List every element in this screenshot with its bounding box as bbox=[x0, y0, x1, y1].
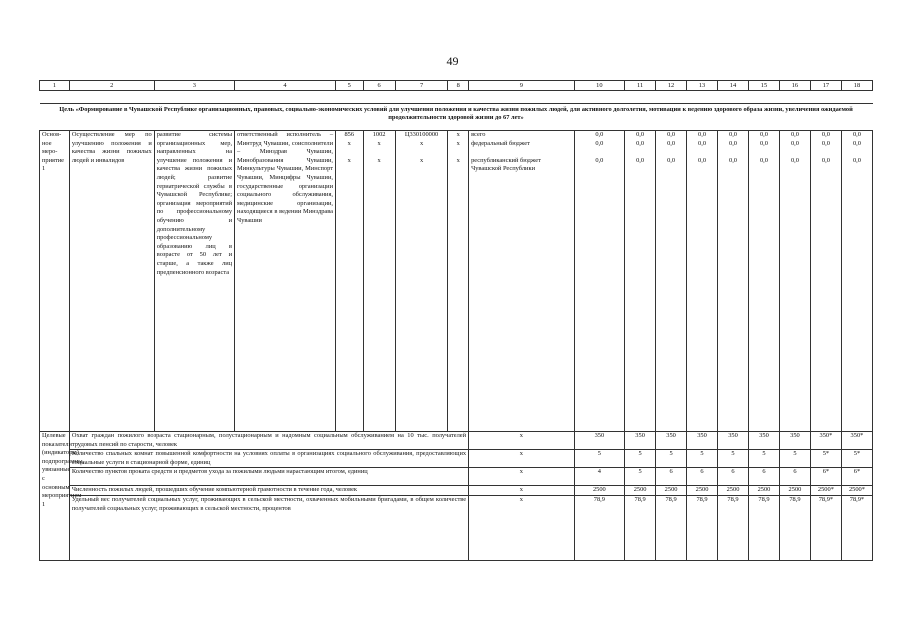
funding-col17: 0,0 0,0 0,0 bbox=[810, 131, 841, 432]
funding-col16: 0,0 0,0 0,0 bbox=[779, 131, 810, 432]
goal-row bbox=[40, 104, 873, 131]
indicator-text: Количество спальных комнат повышенной комфортности на условиях оплаты в организациях социального обслуживания, предоставляющих социальные услуги в стационарной форме, единиц bbox=[69, 450, 468, 468]
event-tasks: развитие системы организационных мер, направленных на улучшение положения и качества жизни пожилых людей; развитие гериатрической службы в Чувашской Республике; организация мероприятий по профессиональному обучению и дополнительному профессиональному образованию лиц в возрасте от 50 лет и старше, а также лиц предпенсионного возраста bbox=[154, 131, 234, 432]
indicator-value: 6 bbox=[718, 468, 749, 486]
column-number: 9 bbox=[469, 81, 575, 91]
indicator-value: 78,9 bbox=[748, 496, 779, 561]
indicator-mark: х bbox=[469, 432, 575, 450]
indicator-value: 5 bbox=[625, 468, 656, 486]
indicator-value: 350 bbox=[687, 432, 718, 450]
indicator-value: 78,9* bbox=[841, 496, 872, 561]
column-number-row bbox=[40, 81, 873, 91]
funding-col18: 0,0 0,0 0,0 bbox=[841, 131, 872, 432]
indicator-value: 2500 bbox=[779, 486, 810, 496]
indicator-row bbox=[40, 496, 873, 561]
funding-col15: 0,0 0,0 0,0 bbox=[748, 131, 779, 432]
indicator-value: 5 bbox=[687, 450, 718, 468]
indicator-value: 5 bbox=[656, 450, 687, 468]
program-table bbox=[39, 80, 873, 561]
indicator-value: 2500* bbox=[810, 486, 841, 496]
indicator-value: 5 bbox=[718, 450, 749, 468]
event-col7: Ц330100000 х х bbox=[395, 131, 448, 432]
column-number: 2 bbox=[69, 81, 154, 91]
funding-col12: 0,0 0,0 0,0 bbox=[656, 131, 687, 432]
column-number: 3 bbox=[154, 81, 234, 91]
funding-sources: всего федеральный бюджет республиканский бюджет Чувашской Республики bbox=[469, 131, 575, 432]
indicator-text: Охват граждан пожилого возраста стационарным, полустационарным и надомным социальным обслуживанием на 10 тыс. получателей трудовых пенсий по старости, человек bbox=[69, 432, 468, 450]
indicator-row bbox=[40, 486, 873, 496]
column-number: 14 bbox=[718, 81, 749, 91]
indicator-value: 2500 bbox=[748, 486, 779, 496]
indicator-value: 78,9* bbox=[810, 496, 841, 561]
indicator-value: 350* bbox=[810, 432, 841, 450]
indicator-text: Удельный вес получателей социальных услуг, проживающих в сельской местности, охваченных мобильными бригадами, в общем количестве получателей социальных услуг, проживающих в сельской местности, процентов bbox=[69, 496, 468, 561]
indicator-value: 78,9 bbox=[574, 496, 624, 561]
event-row bbox=[40, 131, 873, 432]
indicator-value: 2500 bbox=[656, 486, 687, 496]
indicator-value: 350 bbox=[748, 432, 779, 450]
indicator-value: 78,9 bbox=[718, 496, 749, 561]
column-number: 13 bbox=[687, 81, 718, 91]
column-number: 10 bbox=[574, 81, 624, 91]
indicator-value: 5 bbox=[574, 450, 624, 468]
indicator-value: 350 bbox=[779, 432, 810, 450]
indicator-mark: х bbox=[469, 468, 575, 486]
column-number: 16 bbox=[779, 81, 810, 91]
goal-text: Цель «Формирование в Чувашской Республике организационных, правовых, социально-экономических условий для улучшения положения и качества жизни пожилых людей, для активного долголетия, мотивации к ведению здорового образа жизни, увеличения ожидаемой продолжительности здоровой жизни до 67 лет» bbox=[40, 104, 873, 131]
indicator-value: 350 bbox=[625, 432, 656, 450]
column-number: 17 bbox=[810, 81, 841, 91]
indicator-value: 2500* bbox=[841, 486, 872, 496]
indicator-value: 2500 bbox=[718, 486, 749, 496]
event-col6: 1002 х х bbox=[363, 131, 395, 432]
indicator-row bbox=[40, 450, 873, 468]
event-col5: 856 х х bbox=[336, 131, 364, 432]
column-number: 4 bbox=[235, 81, 336, 91]
indicator-value: 78,9 bbox=[625, 496, 656, 561]
column-number: 7 bbox=[395, 81, 448, 91]
funding-col13: 0,0 0,0 0,0 bbox=[687, 131, 718, 432]
indicator-mark: х bbox=[469, 496, 575, 561]
indicator-value: 350 bbox=[574, 432, 624, 450]
indicator-value: 4 bbox=[574, 468, 624, 486]
indicator-value: 5 bbox=[779, 450, 810, 468]
indicator-mark: х bbox=[469, 486, 575, 496]
indicator-mark: х bbox=[469, 450, 575, 468]
page-number: 49 bbox=[446, 54, 459, 68]
indicator-value: 78,9 bbox=[687, 496, 718, 561]
indicator-text: Количество пунктов проката средств и предметов ухода за пожилыми людьми нарастающим итогом, единиц bbox=[69, 468, 468, 486]
indicator-value: 350 bbox=[656, 432, 687, 450]
indicator-value: 5* bbox=[841, 450, 872, 468]
indicator-value: 6 bbox=[656, 468, 687, 486]
column-number: 1 bbox=[40, 81, 70, 91]
indicators-label: Целевые показатели (индикаторы) подпрограммы, увязанные с основным мероприятием 1 bbox=[40, 432, 70, 561]
column-number: 18 bbox=[841, 81, 872, 91]
indicator-value: 350 bbox=[718, 432, 749, 450]
indicator-value: 5 bbox=[748, 450, 779, 468]
event-col8: х х х bbox=[448, 131, 469, 432]
indicator-value: 6 bbox=[687, 468, 718, 486]
indicator-value: 2500 bbox=[687, 486, 718, 496]
indicator-value: 6* bbox=[810, 468, 841, 486]
indicator-value: 2500 bbox=[625, 486, 656, 496]
column-number: 5 bbox=[336, 81, 364, 91]
indicator-value: 78,9 bbox=[779, 496, 810, 561]
column-number: 11 bbox=[625, 81, 656, 91]
indicator-value: 6 bbox=[779, 468, 810, 486]
indicator-row bbox=[40, 432, 873, 450]
indicator-value: 2500 bbox=[574, 486, 624, 496]
indicator-value: 6* bbox=[841, 468, 872, 486]
indicator-value: 78,9 bbox=[656, 496, 687, 561]
funding-col14: 0,0 0,0 0,0 bbox=[718, 131, 749, 432]
event-title: Основ-ное меро-приятие 1 bbox=[40, 131, 70, 432]
indicator-value: 6 bbox=[748, 468, 779, 486]
indicator-row bbox=[40, 468, 873, 486]
column-number: 6 bbox=[363, 81, 395, 91]
indicator-value: 350* bbox=[841, 432, 872, 450]
event-name: Осуществление мер по улучшению положения и качества жизни пожилых людей и инвалидов bbox=[69, 131, 154, 432]
column-number: 12 bbox=[656, 81, 687, 91]
indicator-text: Численность пожилых людей, прошедших обучение компьютерной грамотности в течение года, человек bbox=[69, 486, 468, 496]
indicator-value: 5* bbox=[810, 450, 841, 468]
funding-col11: 0,0 0,0 0,0 bbox=[625, 131, 656, 432]
event-executors: ответственный исполнитель – Минтруд Чувашии, соисполнители – Минздрав Чувашии, Минобразования Чувашии, Минкультуры Чувашии, Минспорт Чувашии, Минцифры Чувашии, государственные организации социального обслуживания, медицинские организации, находящиеся в ведении Минздрава Чувашии bbox=[235, 131, 336, 432]
column-number: 15 bbox=[748, 81, 779, 91]
indicator-value: 5 bbox=[625, 450, 656, 468]
column-number: 8 bbox=[448, 81, 469, 91]
funding-col10: 0,0 0,0 0,0 bbox=[574, 131, 624, 432]
